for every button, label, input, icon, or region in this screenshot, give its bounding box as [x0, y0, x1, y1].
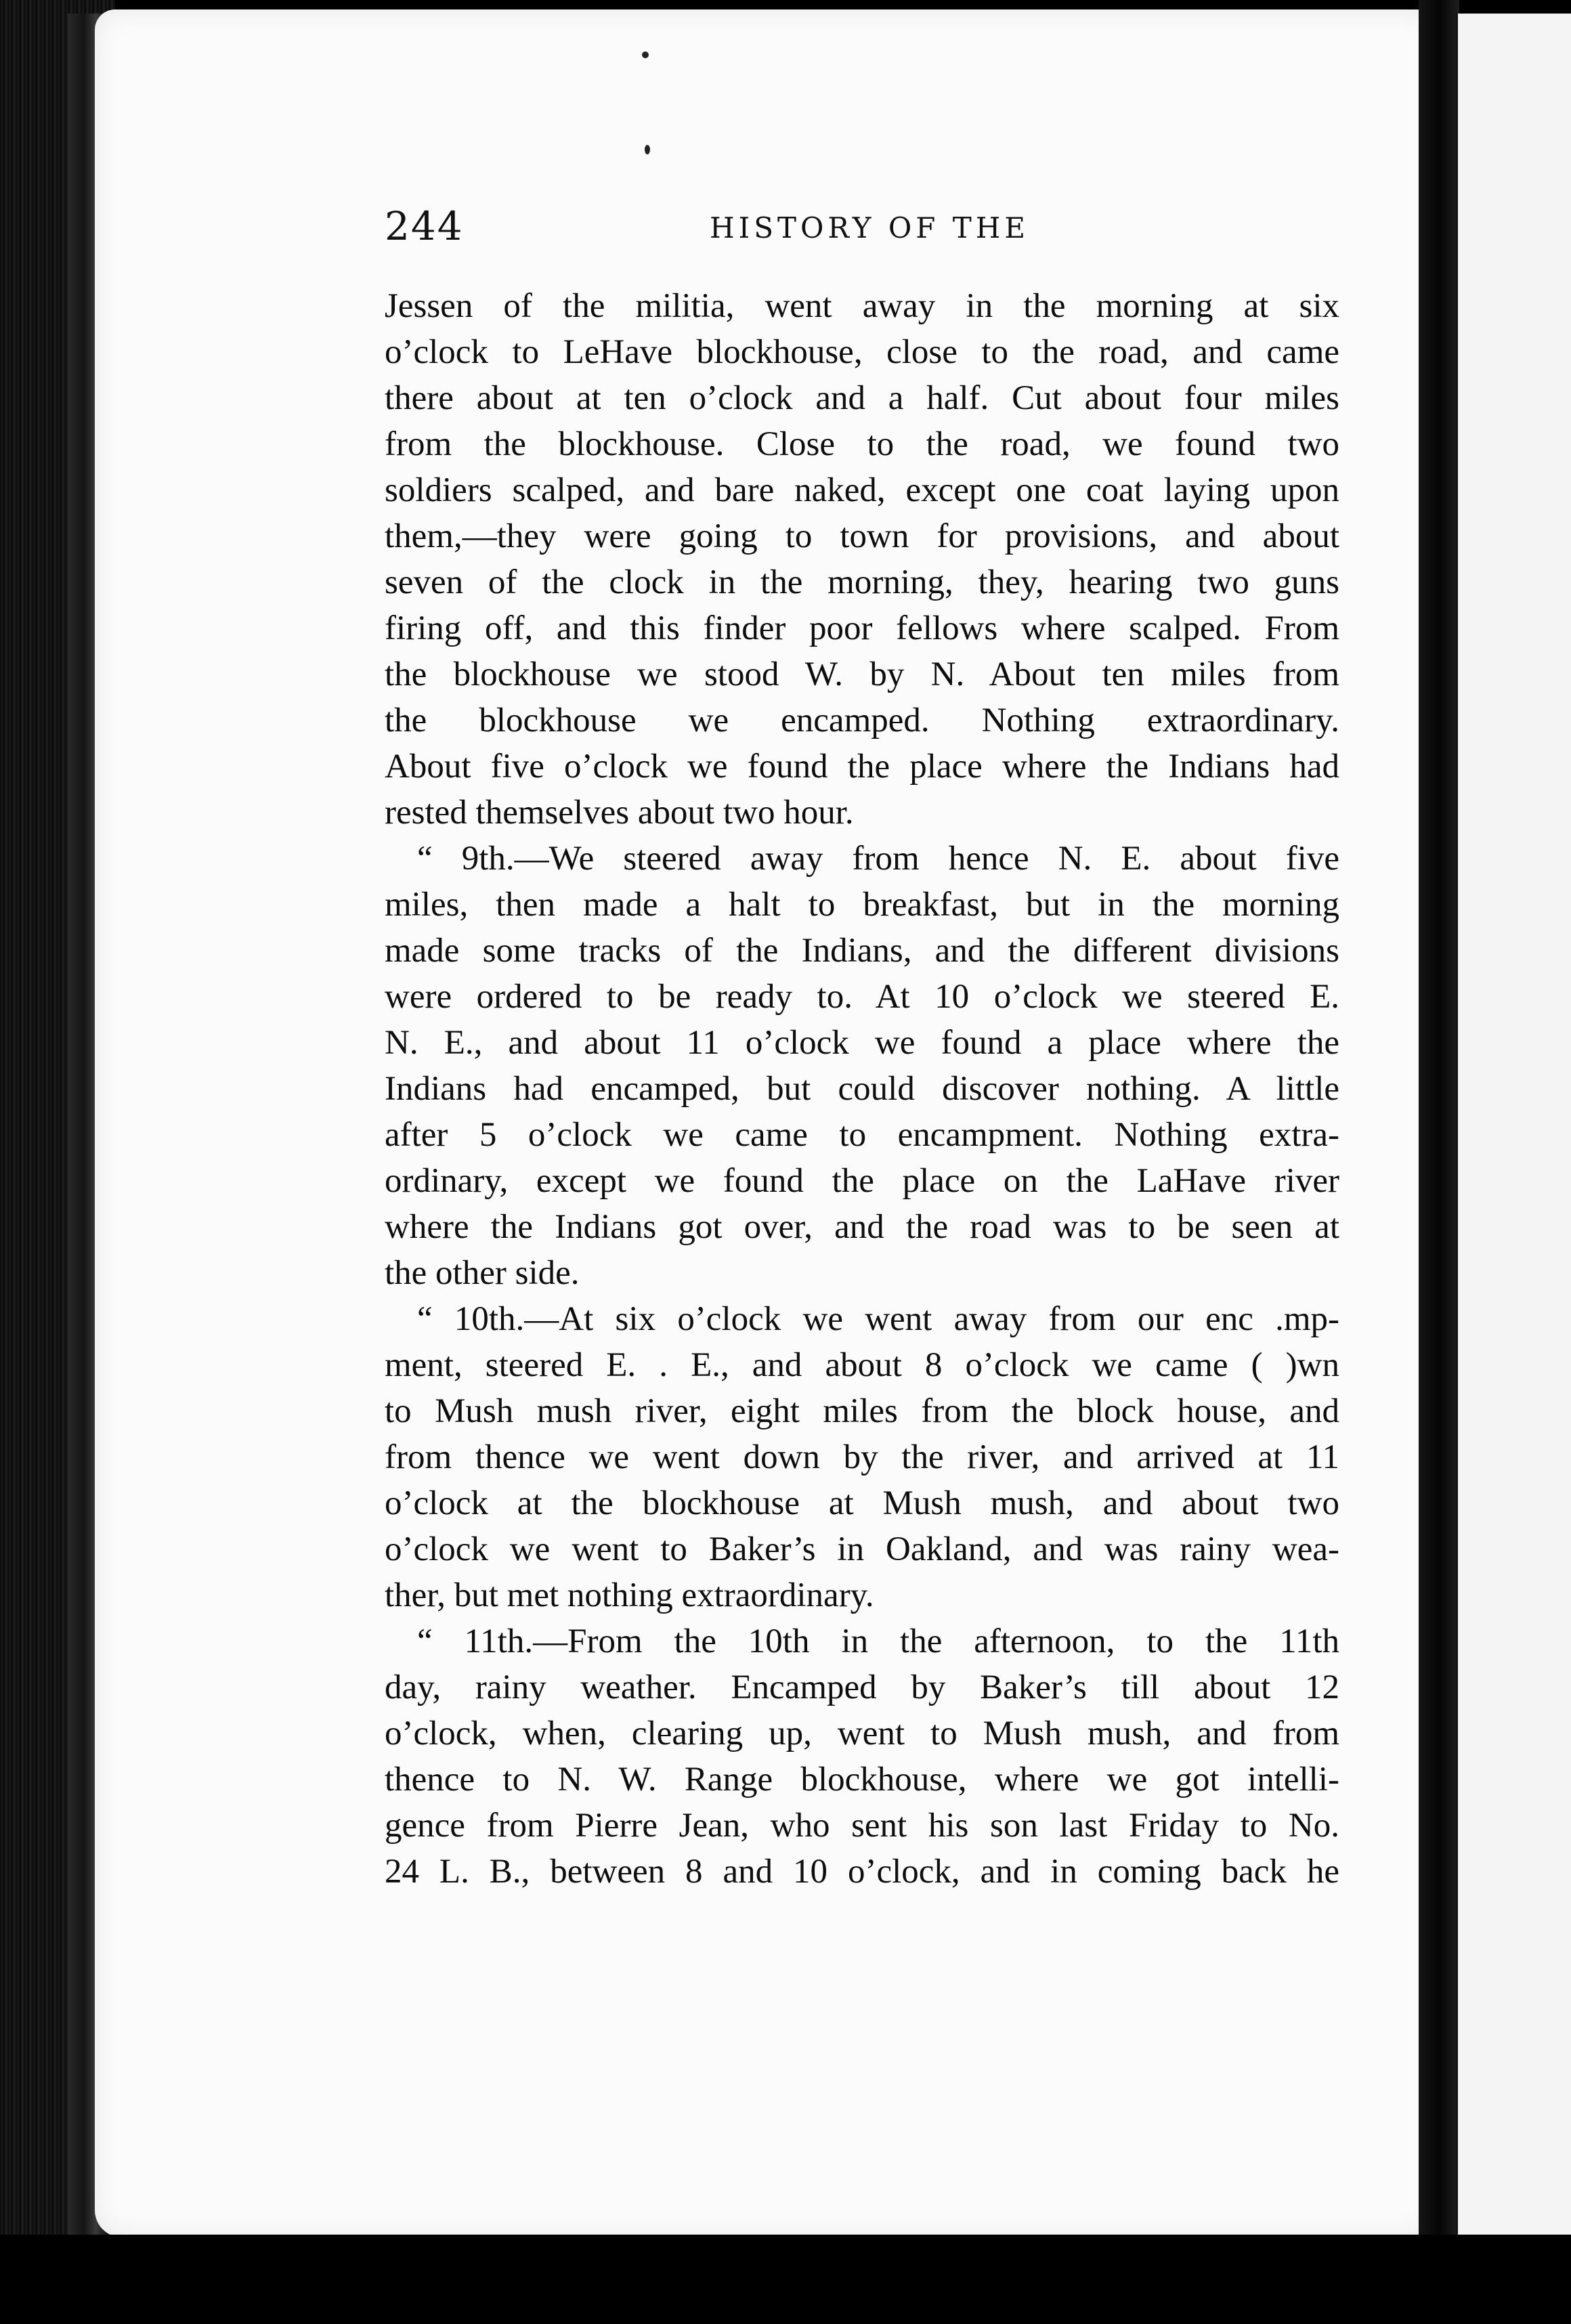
text-line: ment, steered E. . E., and about 8 o’clock we came ( )wn	[385, 1346, 1339, 1384]
text-line: Jessen of the militia, went away in the morning at six	[385, 287, 1339, 325]
facing-page-fragment	[1456, 14, 1571, 2235]
text-line: soldiers scalped, and bare naked, except one coat laying upon	[385, 471, 1339, 509]
text-line: where the Indians got over, and the road was to be seen at	[385, 1208, 1339, 1246]
text-line: from thence we went down by the river, and arrived at 11	[385, 1438, 1339, 1476]
ink-speck	[642, 51, 649, 58]
text-line: made some tracks of the Indians, and the different divisions	[385, 932, 1339, 970]
text-line: thence to N. W. Range blockhouse, where we got intelli-	[385, 1761, 1339, 1799]
text-line: the blockhouse we encamped. Nothing extraordinary.	[385, 702, 1339, 739]
text-line: the blockhouse we stood W. by N. About ten miles from	[385, 655, 1339, 693]
text-line: after 5 o’clock we came to encampment. Nothing extra-	[385, 1116, 1339, 1154]
body-text	[385, 283, 1339, 1895]
text-line: o’clock to LeHave blockhouse, close to the road, and came	[385, 333, 1339, 371]
page-header	[385, 203, 1339, 257]
text-line: the other side.	[385, 1254, 580, 1292]
ink-speck	[645, 145, 650, 154]
text-line: N. E., and about 11 o’clock we found a place where the	[385, 1024, 1339, 1062]
scan-bottom-border	[0, 2235, 1571, 2324]
text-line: miles, then made a halt to breakfast, but in the morning	[385, 886, 1339, 924]
text-line: day, rainy weather. Encamped by Baker’s till about 12	[385, 1669, 1339, 1706]
text-line: there about at ten o’clock and a half. Cut about four miles	[385, 379, 1339, 417]
text-line: ordinary, except we found the place on the LaHave river	[385, 1162, 1339, 1200]
text-line: About five o’clock we found the place where the Indians had	[385, 748, 1339, 786]
text-line: o’clock, when, clearing up, went to Mush mush, and from	[385, 1715, 1339, 1752]
text-line: ther, but met nothing extraordinary.	[385, 1576, 874, 1614]
text-line: from the blockhouse. Close to the road, we found two	[385, 425, 1339, 463]
book-gutter	[1419, 0, 1459, 2324]
text-line: were ordered to be ready to. At 10 o’clock we steered E.	[385, 978, 1339, 1016]
text-line: o’clock we went to Baker’s in Oakland, and was rainy wea-	[385, 1530, 1339, 1568]
text-line: “ 11th.—From the 10th in the afternoon, to the 11th	[417, 1622, 1339, 1660]
text-line: Indians had encamped, but could discover nothing. A little	[385, 1070, 1339, 1108]
text-line: 24 L. B., between 8 and 10 o’clock, and in coming back he	[385, 1853, 1339, 1891]
text-line: firing off, and this finder poor fellows where scalped. From	[385, 609, 1339, 647]
text-line: “ 10th.—At six o’clock we went away from our enc .mp-	[417, 1300, 1339, 1338]
running-head: HISTORY OF THE	[710, 211, 1030, 244]
text-line: “ 9th.—We steered away from hence N. E. about five	[417, 840, 1339, 878]
text-line: seven of the clock in the morning, they, hearing two guns	[385, 563, 1339, 601]
page-number: 244	[385, 203, 464, 249]
text-line: gence from Pierre Jean, who sent his son last Friday to No.	[385, 1807, 1339, 1845]
text-line: o’clock at the blockhouse at Mush mush, and about two	[385, 1484, 1339, 1522]
text-line: rested themselves about two hour.	[385, 794, 854, 832]
text-line: them,—they were going to town for provisions, and about	[385, 517, 1339, 555]
text-line: to Mush mush river, eight miles from the block house, and	[385, 1392, 1339, 1430]
